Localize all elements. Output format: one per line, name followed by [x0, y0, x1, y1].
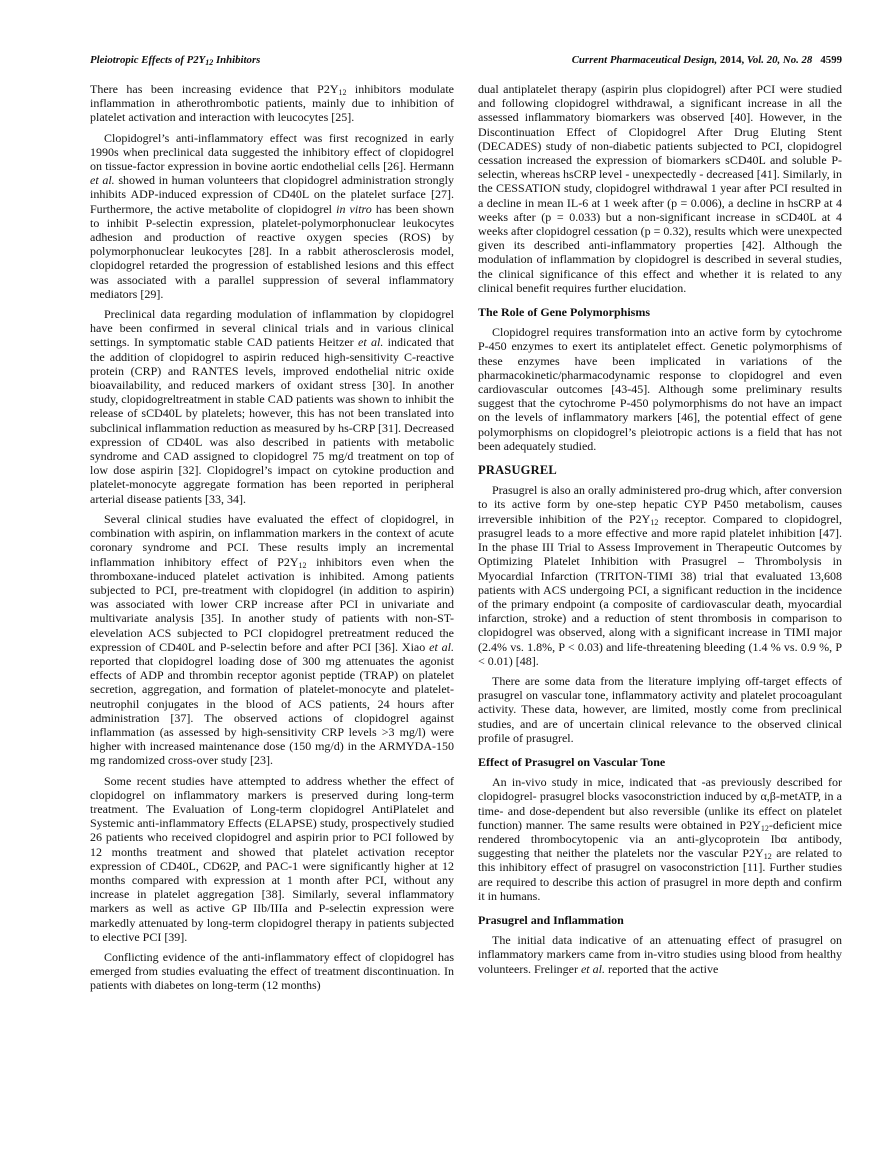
paragraph: Clopidogrel’s anti-inflammatory effect was first recognized in early 1990s when preclinical data suggested the inhibitory effect of clopidogrel on tissue-factor expression in bovine aortic endothelial cells [26]. Hermann et al. showed in human volunteers that clopidogrel administration strongly inhibits ADP-induced expression of CD40L on the platelet surface [27]. Furthermore, the active metabolite of clopidogrel in vitro has been shown to inhibit P-selectin expression, platelet-polymorphonuclear leukocytes adhesion and production of reactive oxygen species (ROS) by polymorphonuclear leukocytes [28]. In a rabbit atherosclerosis model, clopidogrel retarded the progression of established lesions and this effect was associated with a parallel suppression of several inflammatory mediators [29].	[90, 130, 454, 301]
left-column	[90, 82, 454, 999]
running-title-prefix: Pleiotropic Effects of P2Y	[90, 54, 206, 66]
paragraph: There has been increasing evidence that $P2Y_{12}$ inhibitors modulate inflammation in atherothrombotic patients, mainly due to inhibition of platelet activation and interaction with leucocytes [25].	[90, 82, 454, 125]
paragraph: There are some data from the literature implying off-target effects of prasugrel on vascular tone, inflammatory activity and platelet procoagulant activity. These data, however, are limited, mostly come from preclinical studies, and are of uncertain clinical relevance to the observed clinical profile of prasugrel.	[478, 673, 842, 745]
paragraph: Clopidogrel requires transformation into an active form by cytochrome P-450 enzymes to exert its antiplatelet effect. Genetic polymorphisms of these enzymes have been implicated in variations of the pharmacokinetic/pharmacodynamic response to clopidogrel and even cardiovascular outcomes [43-45]. Although some preliminary results suggest that the cytochrome P-450 polymorphisms do not have an impact on the levels of inflammatory markers [46], the potential effect of gene polymorphisms on clopidogrel’s pleiotropic actions is a field that has not been adequately studied.	[478, 325, 842, 453]
right-column	[478, 82, 842, 982]
paragraph: Conflicting evidence of the anti-inflammatory effect of clopidogrel has emerged from studies evaluating the effect of treatment discontinuation. In patients with diabetes on long-term (12 months)	[90, 949, 454, 993]
section-heading-prasugrel: PRASUGREL	[478, 463, 557, 478]
running-title-subscript: 12	[205, 58, 214, 67]
journal-name: Current Pharmaceutical Design,	[571, 54, 718, 66]
running-title-suffix: Inhibitors	[213, 54, 261, 66]
page-number: 4599	[820, 54, 842, 66]
paragraph: An in-vivo study in mice, indicated that -as previously described for clopidogrel- prasugrel blocks vasoconstriction induced by α,β-metATP, in a time- and dose-dependent but also reversible (unlike its effect on platelet function) manner. The same results were obtained in $P2Y_{12}$-deficient mice rendered thrombocytopenic via an anti-glycoprotein Ibα antibody, suggesting that neither the platelets nor the vascular $P2Y_{12}$ are related to this inhibitory effect of prasugrel on vasoconstriction [11]. Further studies are required to describe this action of prasugrel in more depth and confirm it in humans.	[478, 775, 843, 903]
journal-citation	[572, 54, 842, 66]
paragraph: dual antiplatelet therapy (aspirin plus clopidogrel) after PCI were studied and following clopidogrel withdrawal, a significant increase in all the assessed inflammatory biomarkers was observed [40]. However, in the Discontinuation Effect of Clopidogrel After Drug Eluting Stent (DECADES) study of non-diabetic patients subjected to PCI, clopidogrel cessation increased the expression of biomarkers sCD40L and soluble P-selectin, whereas hsCRP level - unexpectedly - decreased [41]. Similarly, in the CESSATION study, clopidogrel withdrawal 1 year after PCI resulted in a decline in mean IL-6 at 1 week after (p = 0.006), a decline in hsCRP at 4 weeks after (p = 0.033) but a non-significant increase in sCD40L at 4 weeks after clopidogrel cessation (p = 0.32), results which were unexpected given its described anti-inflammatory properties [42]. Although the modulation of inflammation by clopidogrel is described in several studies, the clinical significance of this effect and whether it is related to any clinical benefit requires further elucidation.	[478, 82, 842, 295]
paragraph: Several clinical studies have evaluated the effect of clopidogrel, in combination with aspirin, on inflammation markers in the context of acute coronary syndrome and PCI. These results imply an incremental inflammation inhibitory effect of $P2Y_{12}$ inhibitors even when the thromboxane-induced platelet activation is inhibited. Among patients subjected to PCI, pre-treatment with clopidogrel (in addition to aspirin) was associated with lower CRP increase after PCI in univariate and multivariate analysis [35]. In another study of patients with non-ST-elevelation ACS subjected to PCI clopidogrel pretreatment reduced the expression of CD40L and P-selectin before and after PCI [36]. Xiao et al. reported that clopidogrel loading dose of 300 mg attenuates the agonist effects of ADP and thrombin receptor agonist peptide (TRAP) on platelet secretion, aggregation, and formation of platelet-monocyte and platelet-neutrophil conjugates in the blood of ACS patients, 24 hours after administration [37]. The observed actions of clopidogrel against inflammation (as assessed by high-sensitivity CRP levels >3 mg/l) were higher with increased maintenance dose (150 mg/d) in the ARMYDA-150 mg randomized cross-over study [23].	[90, 511, 454, 768]
section-heading-vascular-tone: Effect of Prasugrel on Vascular Tone	[478, 754, 666, 769]
running-title	[90, 54, 260, 66]
paragraph: Preclinical data regarding modulation of inflammation by clopidogrel have been confirmed in several clinical trials and in various clinical settings. In symptomatic stable CAD patients Heitzer et al. indicated that the addition of clopidogrel to aspirin reduced high-sensitivity C-reactive protein (CRP) and RANTES levels, improved endothelial nitric oxide bioavailability, and reduced markers of oxidant stress [30]. In another study, clopidogreltreatment in stable CAD patients was shown to inhibit the release of sCD40L by platelets; however, this has not been translated into subclinical inflammation reduction as measured by hs-CRP [31]. Decreased expression of CD40L was also described in patients with metabolic syndrome and CAD assigned to clopidogrel 75 mg/d treatment on top of low dose aspirin [32]. Clopidogrel’s impact on cytokine production and platelet-monocyte aggregate formation has been reported in peripheral arterial disease patients [33, 34].	[90, 307, 454, 506]
paragraph: Some recent studies have attempted to address whether the effect of clopidogrel on inflammatory markers is preserved during long-term treatment. The Evaluation of Long-term clopidogrel AntiPlatelet and Systemic anti-inflammatory Effects (ELAPSE) study, prospectively studied 26 patients who received clopidogrel and aspirin prior to PCI followed by 12 months treatment and showed that platelet activation receptor expression of CD40L, CD62P, and PAC-1 were significantly higher at 12 months compared with expression at 1 month after PCI, without any increase in platelet aggregation [38]. Similarly, several inflammatory markers as well as active GP IIb/IIIa and P-selectin expression were markedly attenuated by long-term clopidogrel therapy in patients subjected to elective PCI [39].	[90, 773, 454, 944]
paragraph: Prasugrel is also an orally administered pro-drug which, after conversion to its active form by one-step hepatic CYP P450 metabolism, causes irreversible inhibition of the $P2Y_{12}$ receptor. Compared to clopidogrel, prasugrel leads to a more effective and more rapid platelet inhibition [47]. In the phase III Trial to Assess Improvement in Therapeutic Outcomes by Optimizing Platelet Inhibition with Prasugrel – Thrombolysis in Myocardial Infarction (TRITON-TIMI 38) trial that evaluated 13,608 patients with ACS undergoing PCI, a significant reduction in the incidence of the primary endpoint (a composite of cardiovascular death, myocardial infarction, stroke) and a reduction of stent thrombosis in comparison to clopidogrel was observed, along with a significant increase in TIMI major (2.4% vs. 1.8%, P < 0.03) and life-threatening bleeding (1.4 % vs. 0.9 %, P < 0.01) [48].	[478, 483, 842, 668]
journal-volume: Vol. 20, No. 28	[744, 54, 813, 66]
section-heading-prasugrel-inflammation: Prasugrel and Inflammation	[478, 912, 624, 927]
running-header	[90, 54, 842, 70]
paragraph: The initial data indicative of an attenuating effect of prasugrel on inflammatory markers came from in-vitro studies using blood from healthy volunteers. Frelinger et al. reported that the active	[478, 933, 842, 976]
section-heading-gene-polymorphisms: The Role of Gene Polymorphisms	[478, 305, 650, 320]
journal-year: 2014,	[717, 54, 745, 66]
